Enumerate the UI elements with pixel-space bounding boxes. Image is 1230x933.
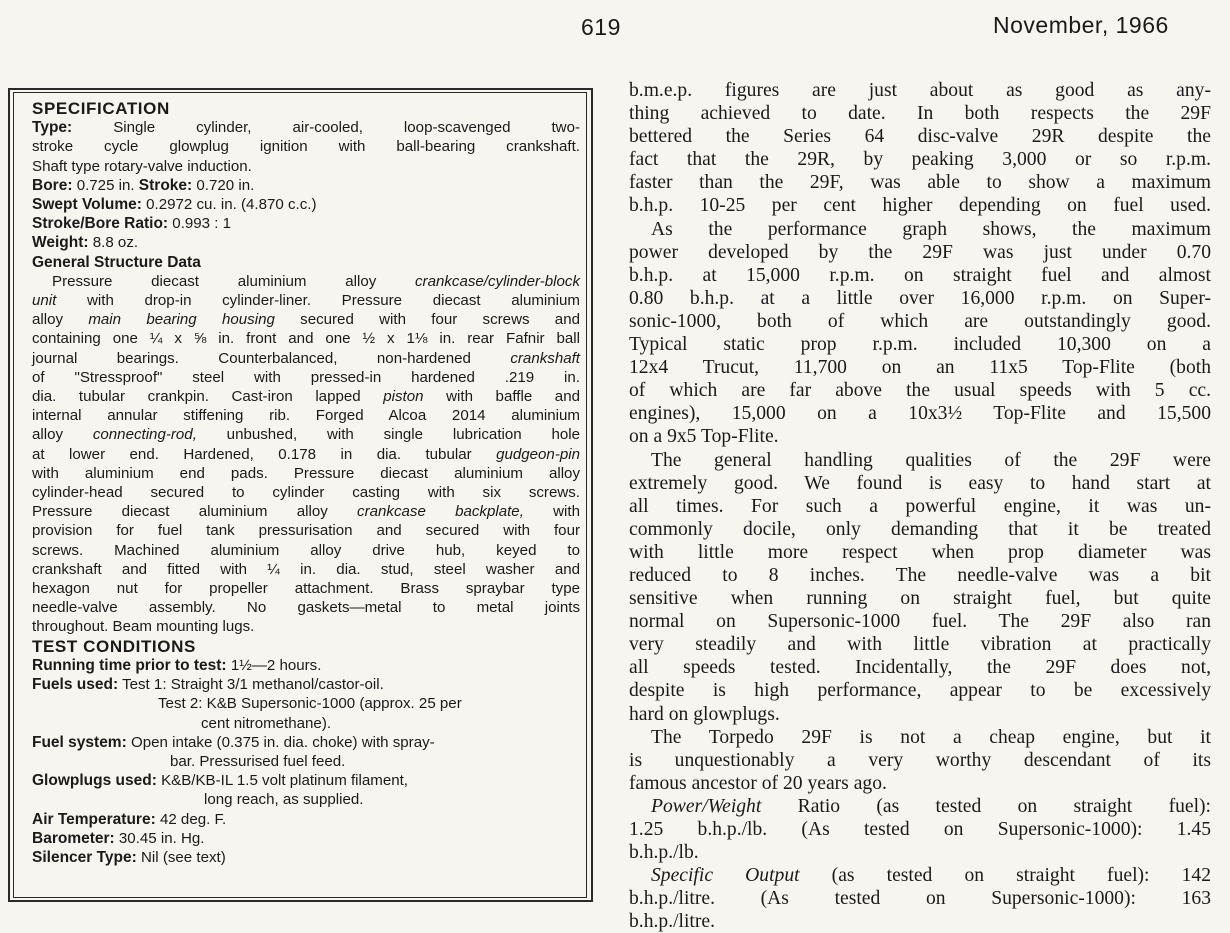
article-text-column	[629, 79, 1211, 933]
text-line: As the performance graph shows, the maximum	[651, 218, 1211, 240]
text-line: bettered the Series 64 disc-valve 29R despite the	[629, 126, 1211, 148]
tc-fuels-test2-cont: cent nitromethane).	[201, 714, 332, 732]
specific-output-text: (as tested on straight fuel): 142	[799, 865, 1211, 887]
tc-running-value: 1½—2 hours.	[230, 656, 322, 674]
gsd-line	[32, 310, 580, 329]
spec-ratio-label: Stroke/Bore Ratio:	[32, 215, 169, 233]
gsd-italic-term: connecting-rod,	[92, 426, 197, 444]
tc-fuel-system	[32, 733, 580, 752]
tc-fuels-label: Fuels used:	[32, 676, 119, 694]
spec-stroke-bore-ratio	[32, 214, 580, 233]
tc-glowplugs-cont: long reach, as supplied.	[204, 791, 364, 809]
text-line: with little more respect when prop diameter was	[629, 541, 1211, 563]
text-line: faster than the 29F, was able to show a maximum	[629, 172, 1211, 194]
gsd-line: with aluminium end pads. Pressure diecast aluminium alloy	[32, 464, 580, 482]
tc-fuel-system-text: Open intake (0.375 in. dia. choke) with spray-	[130, 733, 435, 751]
text-line: all speeds tested. Incidentally, the 29F does not,	[629, 657, 1211, 679]
spec-swept-volume	[32, 195, 580, 214]
spec-ratio-value: 0.993 : 1	[172, 215, 232, 233]
gsd-line: hexagon nut for propeller attachment. Brass spraybar type	[32, 580, 580, 598]
spec-type-text-1: Single cylinder, air-cooled, loop-scavenged two-	[113, 119, 580, 137]
gsd-text: Pressure diecast aluminium alloy	[52, 272, 415, 290]
text-line	[629, 864, 1211, 887]
gsd-text: alloy	[32, 426, 93, 444]
text-line: engines), 15,000 on a 10x3½ Top-Flite and 15,500	[629, 403, 1211, 425]
general-structure-data-heading: General Structure Data	[32, 253, 201, 271]
text-line: The general handling qualities of the 29F were	[651, 449, 1211, 471]
gsd-line: cylinder-head secured to cylinder casting with six screws.	[32, 484, 580, 502]
spec-weight-label: Weight:	[32, 234, 89, 252]
gsd-line: throughout. Beam mounting lugs.	[32, 618, 255, 636]
paragraph-4	[629, 726, 1211, 795]
tc-fuel-system-cont: bar. Pressurised fuel feed.	[170, 752, 346, 770]
text-line: commonly docile, only demanding that it be treated	[629, 518, 1211, 540]
tc-running-label: Running time prior to test:	[32, 656, 227, 674]
text-line: famous ancestor of 20 years ago.	[629, 772, 887, 794]
text-line: b.h.p. at 15,000 r.p.m. on straight fuel and almost	[629, 264, 1211, 286]
gsd-line: provision for fuel tank pressurisation and secured with four	[32, 522, 580, 540]
gsd-text: alloy	[32, 311, 89, 329]
text-line: reduced to 8 inches. The needle-valve was a bit	[629, 564, 1211, 586]
specification-panel	[32, 99, 580, 867]
tc-barometer-value: 30.45 in. Hg.	[118, 829, 205, 847]
text-line: extremely good. We found is easy to hand start at	[629, 472, 1211, 494]
specific-output-label: Specific Output	[651, 865, 800, 887]
text-line: of which are far above the usual speeds with 5 cc.	[629, 380, 1211, 402]
specific-output	[629, 864, 1211, 933]
tc-glowplugs-label: Glowplugs used:	[32, 772, 157, 790]
specification-title: SPECIFICATION	[32, 99, 170, 118]
spec-bore-label: Bore:	[32, 176, 73, 194]
spec-weight-value: 8.8 oz.	[92, 234, 139, 252]
gsd-italic-term: gudgeon-pin	[496, 445, 580, 463]
power-weight-label: Power/Weight	[651, 795, 762, 817]
gsd-line: needle-valve assembly. No gaskets—metal to metal joints	[32, 599, 580, 617]
tc-running-time	[32, 656, 580, 675]
gsd-line	[32, 272, 580, 291]
tc-air-value: 42 deg. F.	[159, 810, 227, 828]
spec-stroke-value: 0.720 in.	[196, 176, 255, 194]
text-line: sonic-1000, both of which are outstandingly good.	[629, 310, 1211, 332]
text-line: is unquestionably a very worthy descendant of its	[629, 749, 1211, 771]
tc-air-temperature	[32, 810, 580, 829]
text-line: power developed by the 29F was just under 0.70	[629, 241, 1211, 263]
gsd-line: containing one ¼ x ⅝ in. front and one ½ x 1⅛ in. rear Fafnir ball	[32, 330, 580, 348]
page-number: 619	[581, 14, 621, 40]
tc-barometer-label: Barometer:	[32, 829, 115, 847]
tc-silencer-value: Nil (see text)	[141, 848, 226, 866]
gsd-italic-term: main bearing housing	[88, 311, 275, 329]
text-line: very steadily and with little vibration at practically	[629, 634, 1211, 656]
gsd-italic-term: crankshaft	[510, 349, 580, 367]
gsd-line	[32, 291, 580, 310]
spec-type-line-2: stroke cycle glowplug ignition with ball-bearing crankshaft.	[32, 138, 580, 156]
text-line: b.h.p./lb.	[629, 842, 699, 864]
spec-swept-label: Swept Volume:	[32, 196, 142, 214]
spec-weight	[32, 233, 580, 252]
text-line: 12x4 Trucut, 11,700 on an 11x5 Top-Flite (both	[629, 357, 1211, 379]
gsd-line	[32, 387, 580, 406]
gsd-line: of "Stressproof" steel with pressed-in hardened .219 in.	[32, 368, 580, 386]
text-line: b.h.p. 10-25 per cent higher depending on fuel used.	[629, 195, 1211, 217]
spec-bore-value: 0.725 in.	[76, 176, 135, 194]
text-line: b.h.p./litre.	[629, 911, 715, 933]
tc-barometer	[32, 829, 580, 848]
gsd-text: with drop-in cylinder-liner. Pressure diecast aluminium	[56, 292, 580, 310]
spec-type-line-1	[32, 118, 580, 137]
gsd-italic-term: crankcase backplate,	[357, 503, 524, 521]
gsd-text: secured with four screws and	[274, 311, 580, 329]
spec-type-label: Type:	[32, 119, 73, 137]
gsd-text: Pressure diecast aluminium alloy	[32, 503, 358, 521]
tc-glowplugs-text: K&B/KB-IL 1.5 volt platinum filament,	[161, 772, 409, 790]
gsd-italic-term: piston	[383, 388, 424, 406]
text-line: The Torpedo 29F is not a cheap engine, but it	[651, 726, 1211, 748]
issue-date: November, 1966	[993, 12, 1169, 38]
text-line: b.m.e.p. figures are just about as good as any-	[629, 80, 1211, 101]
text-line: all times. For such a powerful engine, it was un-	[629, 495, 1211, 517]
gsd-line: crankshaft and fitted with ¼ in. dia. stud, steel washer and	[32, 560, 580, 578]
power-weight-ratio	[629, 795, 1211, 864]
gsd-text: journal bearings. Counterbalanced, non-hardened	[32, 349, 511, 367]
gsd-text: with baffle and	[423, 388, 580, 406]
text-line: hard on glowplugs.	[629, 703, 780, 725]
gsd-text: at lower end. Hardened, 0.178 in dia. tubular	[32, 445, 497, 463]
tc-air-label: Air Temperature:	[32, 810, 156, 828]
gsd-line	[32, 425, 580, 444]
paragraph-2	[629, 218, 1211, 449]
gsd-text: with	[523, 503, 580, 521]
tc-fuel-system-label: Fuel system:	[32, 733, 127, 751]
text-line	[629, 795, 1211, 818]
tc-fuels-test1: Test 1: Straight 3/1 methanol/castor-oil.	[122, 676, 384, 694]
spec-stroke-label: Stroke:	[138, 176, 193, 194]
text-line: Typical static prop r.p.m. included 10,300 on a	[629, 334, 1211, 356]
text-line: fact that the 29R, by peaking 3,000 or so r.p.m.	[629, 149, 1211, 171]
paragraph-1	[629, 79, 1211, 218]
tc-glowplugs	[32, 771, 580, 790]
text-line: 1.25 b.h.p./lb. (As tested on Supersonic-1000): 1.45	[629, 819, 1211, 840]
tc-silencer-label: Silencer Type:	[32, 848, 137, 866]
spec-bore-stroke	[32, 176, 580, 195]
text-line: on a 9x5 Top-Flite.	[629, 426, 779, 448]
gsd-text: unbushed, with single lubrication hole	[196, 426, 580, 444]
text-line: despite is high performance, appear to be excessively	[629, 680, 1211, 702]
gsd-line	[32, 502, 580, 521]
tc-silencer-type	[32, 848, 580, 867]
gsd-line	[32, 349, 580, 368]
tc-fuels-used	[32, 675, 580, 694]
gsd-text: dia. tubular crankpin. Cast-iron lapped	[32, 388, 384, 406]
gsd-italic-term: crankcase/cylinder-block	[415, 272, 580, 290]
power-weight-text: Ratio (as tested on straight fuel):	[761, 795, 1211, 817]
test-conditions-heading: TEST CONDITIONS	[32, 636, 196, 656]
text-line: sensitive when running on straight fuel, but quite	[629, 588, 1211, 610]
spec-swept-value: 0.2972 cu. in. (4.870 c.c.)	[146, 196, 317, 214]
gsd-line	[32, 445, 580, 464]
text-line: thing achieved to date. In both respects the 29F	[629, 103, 1211, 125]
paragraph-3	[629, 449, 1211, 726]
gsd-italic-term: unit	[32, 292, 57, 310]
text-line: normal on Supersonic-1000 fuel. The 29F also ran	[629, 611, 1211, 633]
text-line: 0.80 b.h.p. at a little over 16,000 r.p.m. on Super-	[629, 287, 1211, 309]
tc-fuels-test2: Test 2: K&B Supersonic-1000 (approx. 25 per	[158, 695, 462, 713]
gsd-line: internal annular stiffening rib. Forged Alcoa 2014 aluminium	[32, 407, 580, 425]
text-line: b.h.p./litre. (As tested on Supersonic-1000): 163	[629, 888, 1211, 910]
gsd-line: screws. Machined aluminium alloy drive hub, keyed to	[32, 541, 580, 559]
spec-type-line-3: Shaft type rotary-valve induction.	[32, 157, 252, 175]
